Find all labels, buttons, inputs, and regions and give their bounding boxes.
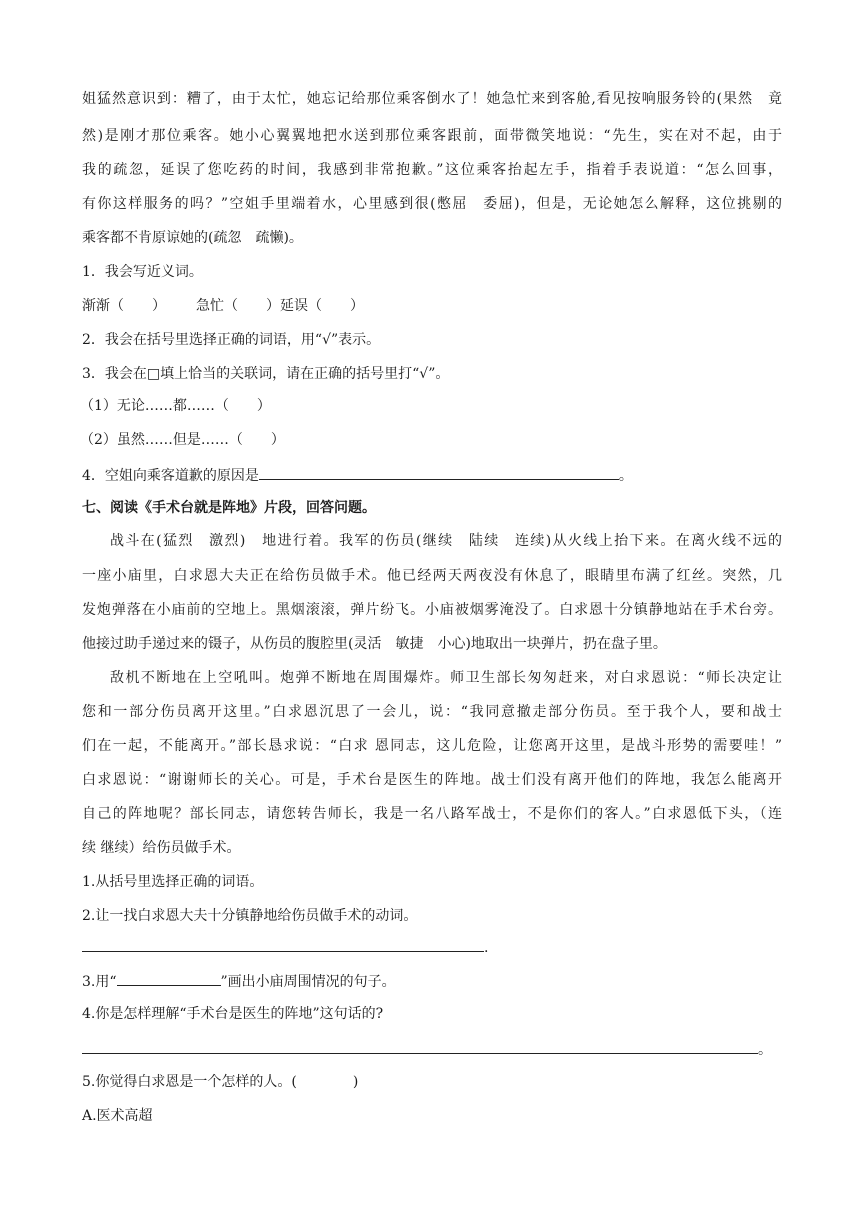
answer-line[interactable]: [259, 464, 619, 480]
paragraph-line: 您和一部分伤员离开这里。”白求恩沉思了一会儿，说：“我同意撤走部分伤员。至于我个人，要和战士: [82, 704, 782, 720]
passage-line: 然)是刚才那位乘客。她小心翼翼地把水送到那位乘客跟前，面带微笑地说：“先生，实在对不起，由于: [82, 128, 782, 144]
synonym-item[interactable]: 急忙（ ）: [196, 298, 280, 314]
section-7-question-4: 4.你是怎样理解“手术台是医生的阵地”这句话的?: [82, 1006, 384, 1022]
question-3-option-1[interactable]: （1）无论……都……（ ）: [80, 398, 271, 414]
paragraph-line: 们在一起，不能离开。”部长恳求说：“白求 恩同志，这儿危险，让您离开这里，是战斗形势的需要哇！”: [82, 738, 782, 754]
answer-option-a[interactable]: A.医术高超: [82, 1108, 153, 1124]
section-7-question-3: [82, 970, 782, 992]
question-2: 2．我会在括号里选择正确的词语，用“√”表示。: [82, 332, 381, 348]
passage-line: 我的疏忽，延误了您吃药的时间，我感到非常抱歉。”这位乘客抬起左手，指着手表说道：“怎么回事，: [82, 162, 782, 178]
synonym-row: [82, 296, 782, 318]
question-4-row: [82, 464, 782, 486]
question-4: 4．空姐向乘客道歉的原因是: [82, 468, 259, 484]
paragraph-line: 一座小庙里，白求恩大夫正在给伤员做手术。他已经两天两夜没有休息了，眼睛里布满了红丝。突然，几: [82, 568, 782, 584]
paragraph-line: 战斗在(猛烈 激烈) 地进行着。我军的伤员(继续 陆续 连续)从火线上抬下来。在离火线不远的: [110, 533, 782, 549]
question-4-answer-row: [82, 1038, 782, 1060]
passage-line: 姐猛然意识到：糟了，由于太忙，她忘记给那位乘客倒水了！她急忙来到客舱,看见按响服务铃的(果然 竟: [82, 91, 782, 107]
question-3-prefix: 3.用“: [82, 974, 117, 990]
question-3: 3．我会在□填上恰当的关联词，请在正确的括号里打“√”。: [82, 366, 450, 382]
question-3-option-2[interactable]: （2）虽然……但是……（ ）: [80, 432, 285, 448]
paragraph-line: 发炮弹落在小庙前的空地上。黑烟滚滚，弹片纷飞。小庙被烟雾淹没了。白求恩十分镇静地站在手术台旁。: [82, 602, 782, 618]
section-7-question-1: 1.从括号里选择正确的词语。: [82, 874, 264, 890]
period-mark: 。: [618, 468, 633, 484]
underline-sample: [117, 970, 221, 986]
period-mark: 。: [758, 1042, 772, 1058]
synonym-item[interactable]: 延误（ ）: [280, 298, 364, 314]
section-7-heading: 七、阅读《手术台就是阵地》片段，回答问题。: [82, 500, 376, 516]
paragraph-line: 续 继续）给伤员做手术。: [82, 840, 241, 856]
question-3-suffix: ”画出小庙周围情况的句子。: [220, 974, 396, 990]
paragraph-line: 自己的阵地呢？部长同志，请您转告师长，我是一名八路军战士，不是你们的客人。”白求恩低下头，（连: [82, 806, 782, 822]
section-7-question-5: 5.你觉得白求恩是一个怎样的人。( ): [82, 1074, 359, 1090]
paragraph-line: 白求恩说：“谢谢师长的关心。可是，手术台是医生的阵地。战士们没有离开他们的阵地，我怎么能离开: [82, 772, 782, 788]
paragraph-line: 敌机不断地在上空吼叫。炮弹不断地在周围爆炸。师卫生部长匆匆赶来，对白求恩说：“师长决定让: [110, 670, 782, 686]
question-2-answer-row: [82, 936, 782, 958]
answer-line[interactable]: [82, 936, 484, 952]
synonym-item[interactable]: 渐渐（ ）: [82, 298, 166, 314]
paragraph-line: 他接过助手递过来的镊子，从伤员的腹腔里(灵活 敏捷 小心)地取出一块弹片，扔在盘子里。: [82, 636, 667, 652]
section-7-question-2: 2.让一找白求恩大夫十分镇静地给伤员做手术的动词。: [82, 908, 418, 924]
period-mark: .: [484, 940, 489, 956]
passage-line: 有你这样服务的吗？”空姐手里端着水，心里感到很(憋屈 委屈)，但是，无论她怎么解释，这位挑剔的: [82, 196, 782, 212]
answer-line[interactable]: [82, 1038, 758, 1054]
passage-line: 乘客都不肯原谅她的(疏忽 疏懒)。: [82, 230, 303, 246]
question-1: 1．我会写近义词。: [82, 264, 203, 280]
